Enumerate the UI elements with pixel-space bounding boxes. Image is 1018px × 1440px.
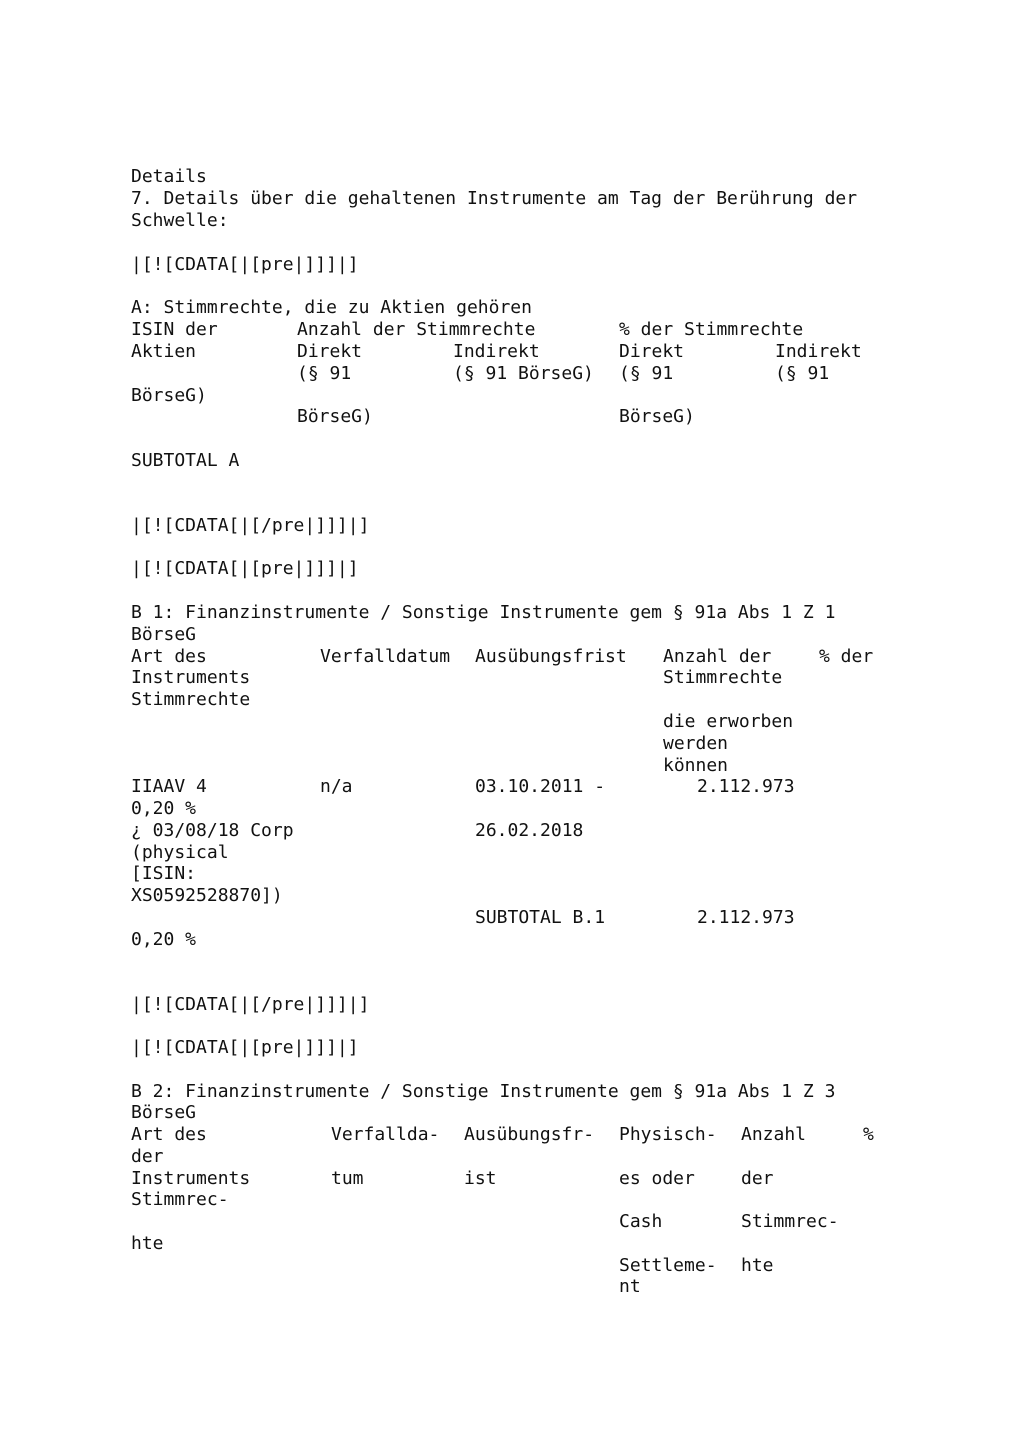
table-a-direkt-header: Direkt xyxy=(297,341,363,362)
table-b1-row-frist-start: 03.10.2011 - xyxy=(475,776,606,797)
table-a-boerseg-wrap: BörseG) xyxy=(131,385,207,406)
table-b1-art-header-cont: Stimmrechte xyxy=(131,689,251,710)
table-b1-row-anzahl: 2.112.973 xyxy=(697,776,795,797)
table-b2-art-header-cont: Instruments xyxy=(131,1168,251,1189)
table-b1-art-header-cont: Instruments xyxy=(131,667,251,688)
details-heading: Details xyxy=(131,166,207,187)
table-b1-frist-header: Ausübungsfrist xyxy=(475,646,627,667)
table-b1-subtotal-label: SUBTOTAL B.1 xyxy=(475,907,606,928)
table-b2-prozent-header: % xyxy=(863,1124,874,1145)
table-b2-phys-header-cont: Cash xyxy=(619,1211,663,1232)
table-b1-prozent-header: % der xyxy=(819,646,874,667)
table-b2-verfall-header: Verfallda- xyxy=(331,1124,440,1145)
table-b2-frist-header: Ausübungsfr- xyxy=(464,1124,595,1145)
table-a-direkt-boerseg: BörseG) xyxy=(297,406,373,427)
table-a-indirekt-header: Indirekt xyxy=(453,341,540,362)
table-b1-title-cont: BörseG xyxy=(131,624,197,645)
cdata-pre-end-marker: |[![CDATA[|[/pre|]]]|] xyxy=(131,994,370,1015)
table-b1-title: B 1: Finanzinstrumente / Sonstige Instrumente gem § 91a Abs 1 Z 1 xyxy=(131,602,836,623)
table-a-isin-header-cont: Aktien xyxy=(131,341,197,362)
table-b1-anzahl-header-cont: die erworben xyxy=(663,711,794,732)
table-b2-anzahl-header-cont: Stimmrec- xyxy=(741,1211,839,1232)
table-b1-row-isin: XS0592528870]) xyxy=(131,885,283,906)
table-b2-phys-header: Physisch- xyxy=(619,1124,717,1145)
table-b1-row-percent: 0,20 % xyxy=(131,798,197,819)
table-b1-row-art: IIAAV 4 xyxy=(131,776,207,797)
table-b1-anzahl-header: Anzahl der xyxy=(663,646,772,667)
table-a-prozent-header: % der Stimmrechte xyxy=(619,319,804,340)
table-b1-row-art-cont: ¿ 03/08/18 Corp xyxy=(131,820,294,841)
cdata-pre-marker: |[![CDATA[|[pre|]]]|] xyxy=(131,254,359,275)
table-a-pct-indirekt-header: Indirekt xyxy=(775,341,862,362)
section-7-title-cont: Schwelle: xyxy=(131,210,229,231)
table-b2-verfall-header-cont: tum xyxy=(331,1168,364,1189)
table-b2-art-header-cont: hte xyxy=(131,1233,164,1254)
table-b2-phys-header-cont: Settleme- xyxy=(619,1255,717,1276)
table-b1-subtotal-percent: 0,20 % xyxy=(131,929,197,950)
table-a-subtotal: SUBTOTAL A xyxy=(131,450,240,471)
table-a-indirekt-ref: (§ 91 BörseG) xyxy=(453,363,594,384)
table-b2-anzahl-header-cont: hte xyxy=(741,1255,774,1276)
table-a-pct-direkt-header: Direkt xyxy=(619,341,685,362)
table-b2-art-header: Art des xyxy=(131,1124,207,1145)
table-b1-row-frist-end: 26.02.2018 xyxy=(475,820,584,841)
table-b2-phys-header-cont: es oder xyxy=(619,1168,695,1189)
table-a-isin-header: ISIN der xyxy=(131,319,218,340)
table-b1-anzahl-header-cont: werden xyxy=(663,733,729,754)
table-b1-art-header: Art des xyxy=(131,646,207,667)
table-b1-row-verfalldatum: n/a xyxy=(320,776,353,797)
table-b2-art-header-cont: Stimmrec- xyxy=(131,1189,229,1210)
table-b2-anzahl-header: Anzahl xyxy=(741,1124,807,1145)
section-7-title: 7. Details über die gehaltenen Instrumente am Tag der Berührung der xyxy=(131,188,858,209)
cdata-pre-end-marker: |[![CDATA[|[/pre|]]]|] xyxy=(131,515,370,536)
table-b1-subtotal-value: 2.112.973 xyxy=(697,907,795,928)
cdata-pre-marker: |[![CDATA[|[pre|]]]|] xyxy=(131,558,359,579)
cdata-pre-marker: |[![CDATA[|[pre|]]]|] xyxy=(131,1037,359,1058)
table-b2-anzahl-header-cont: der xyxy=(741,1168,774,1189)
table-a-anzahl-header: Anzahl der Stimmrechte xyxy=(297,319,536,340)
table-a-pct-direkt-boerseg: BörseG) xyxy=(619,406,695,427)
table-b2-title-cont: BörseG xyxy=(131,1102,197,1123)
table-b2-art-header-cont: der xyxy=(131,1146,164,1167)
table-a-direkt-ref: (§ 91 xyxy=(297,363,352,384)
table-b1-anzahl-header-cont: können xyxy=(663,755,729,776)
table-b1-row-art-cont: (physical xyxy=(131,842,229,863)
table-a-pct-direkt-ref: (§ 91 xyxy=(619,363,674,384)
table-b1-anzahl-header-cont: Stimmrechte xyxy=(663,667,783,688)
table-a-title: A: Stimmrechte, die zu Aktien gehören xyxy=(131,297,532,318)
table-b1-verfalldatum-header: Verfalldatum xyxy=(320,646,451,667)
table-b2-title: B 2: Finanzinstrumente / Sonstige Instrumente gem § 91a Abs 1 Z 3 xyxy=(131,1081,836,1102)
table-b2-frist-header-cont: ist xyxy=(464,1168,497,1189)
table-b1-row-art-cont: [ISIN: xyxy=(131,863,197,884)
table-b2-phys-header-cont: nt xyxy=(619,1276,641,1297)
table-a-pct-indirekt-ref: (§ 91 xyxy=(775,363,830,384)
